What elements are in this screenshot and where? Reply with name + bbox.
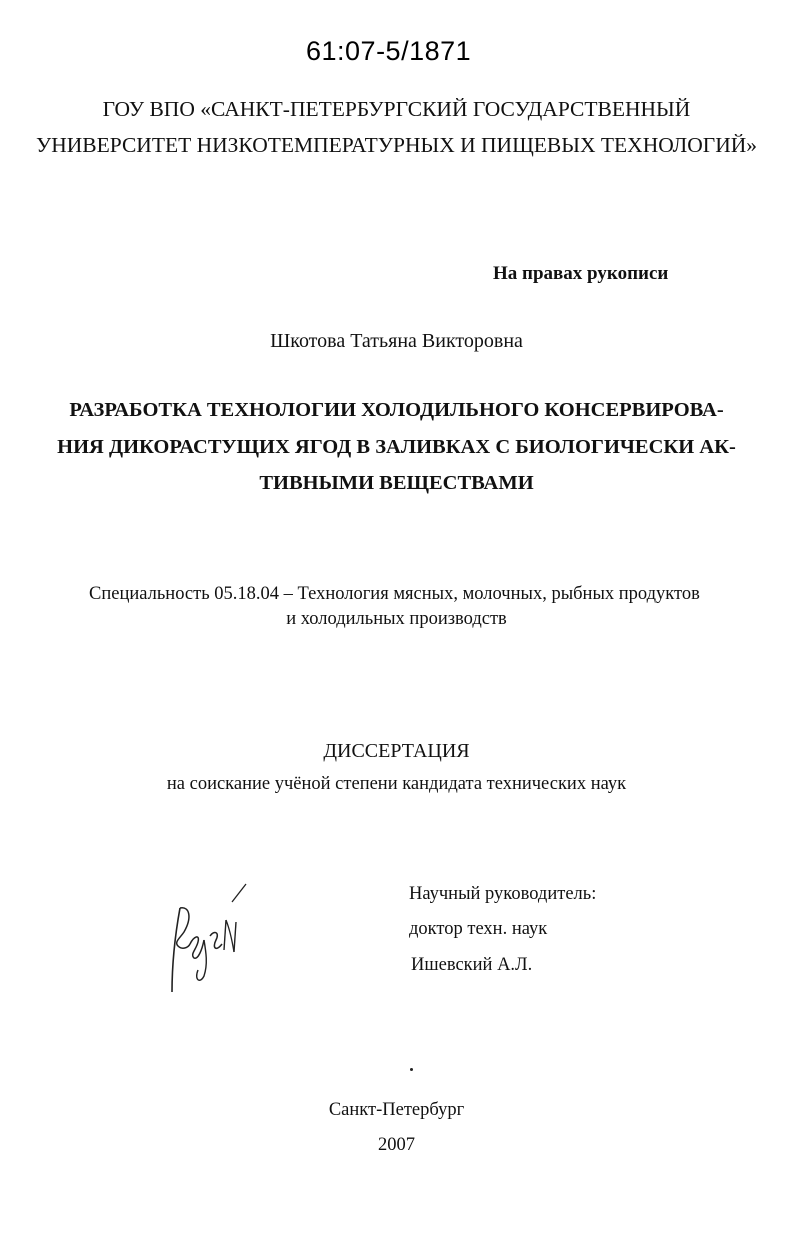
year: 2007 bbox=[378, 1135, 415, 1155]
title-line-1: РАЗРАБОТКА ТЕХНОЛОГИИ ХОЛОДИЛЬНОГО КОНСЕРВИРОВА- bbox=[69, 399, 724, 421]
city: Санкт-Петербург bbox=[328, 1100, 465, 1120]
supervisor-name: Ишевский А.Л. bbox=[411, 955, 533, 975]
supervisor-label: Научный руководитель: bbox=[409, 884, 597, 904]
registration-code: 61:07-5/1871 bbox=[306, 36, 472, 66]
degree-line: на соискание учёной степени кандидата технических наук bbox=[166, 774, 627, 794]
institution-line-2: УНИВЕРСИТЕТ НИЗКОТЕМПЕРАТУРНЫХ И ПИЩЕВЫХ ТЕХНОЛОГИЙ» bbox=[35, 133, 758, 157]
institution-line-1: ГОУ ВПО «САНКТ-ПЕТЕРБУРГСКИЙ ГОСУДАРСТВЕННЫЙ bbox=[102, 97, 691, 121]
document-type: ДИССЕРТАЦИЯ bbox=[323, 740, 470, 762]
title-line-2: НИЯ ДИКОРАСТУЩИХ ЯГОД В ЗАЛИВКАХ С БИОЛОГИЧЕСКИ АК- bbox=[57, 436, 736, 458]
handwritten-signature bbox=[160, 880, 260, 1000]
rights-note: На правах рукописи bbox=[493, 263, 669, 284]
specialty-line-2: и холодильных производств bbox=[286, 609, 507, 629]
title-line-3: ТИВНЫМИ ВЕЩЕСТВАМИ bbox=[259, 472, 534, 494]
author-name: Шкотова Татьяна Викторовна bbox=[270, 330, 523, 352]
supervisor-degree: доктор техн. наук bbox=[409, 919, 548, 939]
stray-dot bbox=[410, 1068, 413, 1071]
specialty-line-1: Специальность 05.18.04 – Технология мясных, молочных, рыбных продуктов bbox=[89, 584, 700, 604]
